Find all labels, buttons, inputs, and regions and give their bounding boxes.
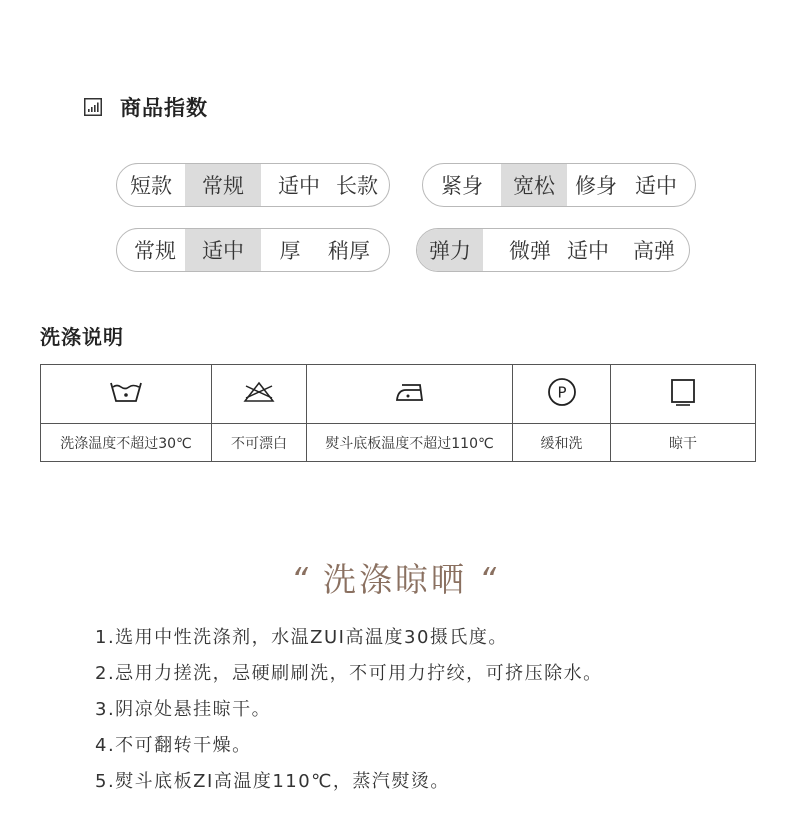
- index-option: 适中: [278, 174, 320, 198]
- list-item: 5.熨斗底板ZI高温度110℃，蒸汽熨烫。: [95, 771, 450, 792]
- index-option: 适中: [185, 229, 261, 271]
- signal-bars-icon: [84, 98, 102, 116]
- index-option: 微弹: [509, 239, 551, 263]
- care-label: 缓和洗: [513, 424, 611, 462]
- index-option: 适中: [635, 174, 677, 198]
- close-quote: “: [479, 560, 500, 599]
- iron-icon: [393, 380, 427, 404]
- no-bleach-icon: [242, 380, 276, 404]
- index-option: 紧身: [441, 174, 483, 198]
- care-icon-cell: [212, 365, 307, 424]
- index-option: 宽松: [501, 164, 567, 206]
- care-icon-cell: [41, 365, 212, 424]
- index-pill-elasticity: [416, 228, 690, 272]
- line-dry-icon: [666, 377, 700, 407]
- index-option: 稍厚: [328, 239, 370, 263]
- quote-text: 洗涤晾晒: [323, 560, 467, 599]
- care-labels-row: [41, 424, 756, 462]
- index-option: 短款: [130, 174, 172, 198]
- index-option: 弹力: [417, 229, 483, 271]
- index-option: 修身: [575, 174, 617, 198]
- index-pill-thickness: [116, 228, 390, 272]
- list-item: 1.选用中性洗涤剂，水温ZUI高温度30摄氏度。: [95, 627, 508, 648]
- list-item: 3.阴凉处悬挂晾干。: [95, 699, 272, 720]
- care-icons-row: [41, 365, 756, 424]
- care-label: 熨斗底板温度不超过110℃: [307, 424, 513, 462]
- gentle-dryclean-icon: [545, 377, 579, 407]
- section-title: 商品指数: [120, 96, 208, 120]
- care-label: 洗涤温度不超过30℃: [41, 424, 212, 462]
- open-quote: “: [290, 560, 311, 599]
- index-option: 适中: [567, 239, 609, 263]
- index-option: 常规: [185, 164, 261, 206]
- index-pill-length: [116, 163, 390, 207]
- care-icon-cell: [307, 365, 513, 424]
- index-option: 常规: [134, 239, 176, 263]
- care-icon-cell: [611, 365, 756, 424]
- index-option: 高弹: [633, 239, 675, 263]
- product-index-heading: [84, 92, 208, 122]
- svg-text:P: P: [556, 383, 567, 402]
- list-item: 2.忌用力搓洗，忌硬刷刷洗，不可用力拧绞，可挤压除水。: [95, 663, 603, 684]
- care-icon-cell: [513, 365, 611, 424]
- list-item: 4.不可翻转干燥。: [95, 735, 252, 756]
- wash-dry-quote: [0, 554, 790, 601]
- wash-30-icon: [109, 380, 143, 404]
- index-pill-fit: [422, 163, 696, 207]
- wash-instructions-title: 洗涤说明: [40, 325, 124, 349]
- index-option: 厚: [279, 239, 301, 263]
- care-label: 不可漂白: [212, 424, 307, 462]
- index-option: 长款: [336, 174, 378, 198]
- care-table: [40, 364, 756, 462]
- care-tips-list: [95, 620, 603, 800]
- care-label: 晾干: [611, 424, 756, 462]
